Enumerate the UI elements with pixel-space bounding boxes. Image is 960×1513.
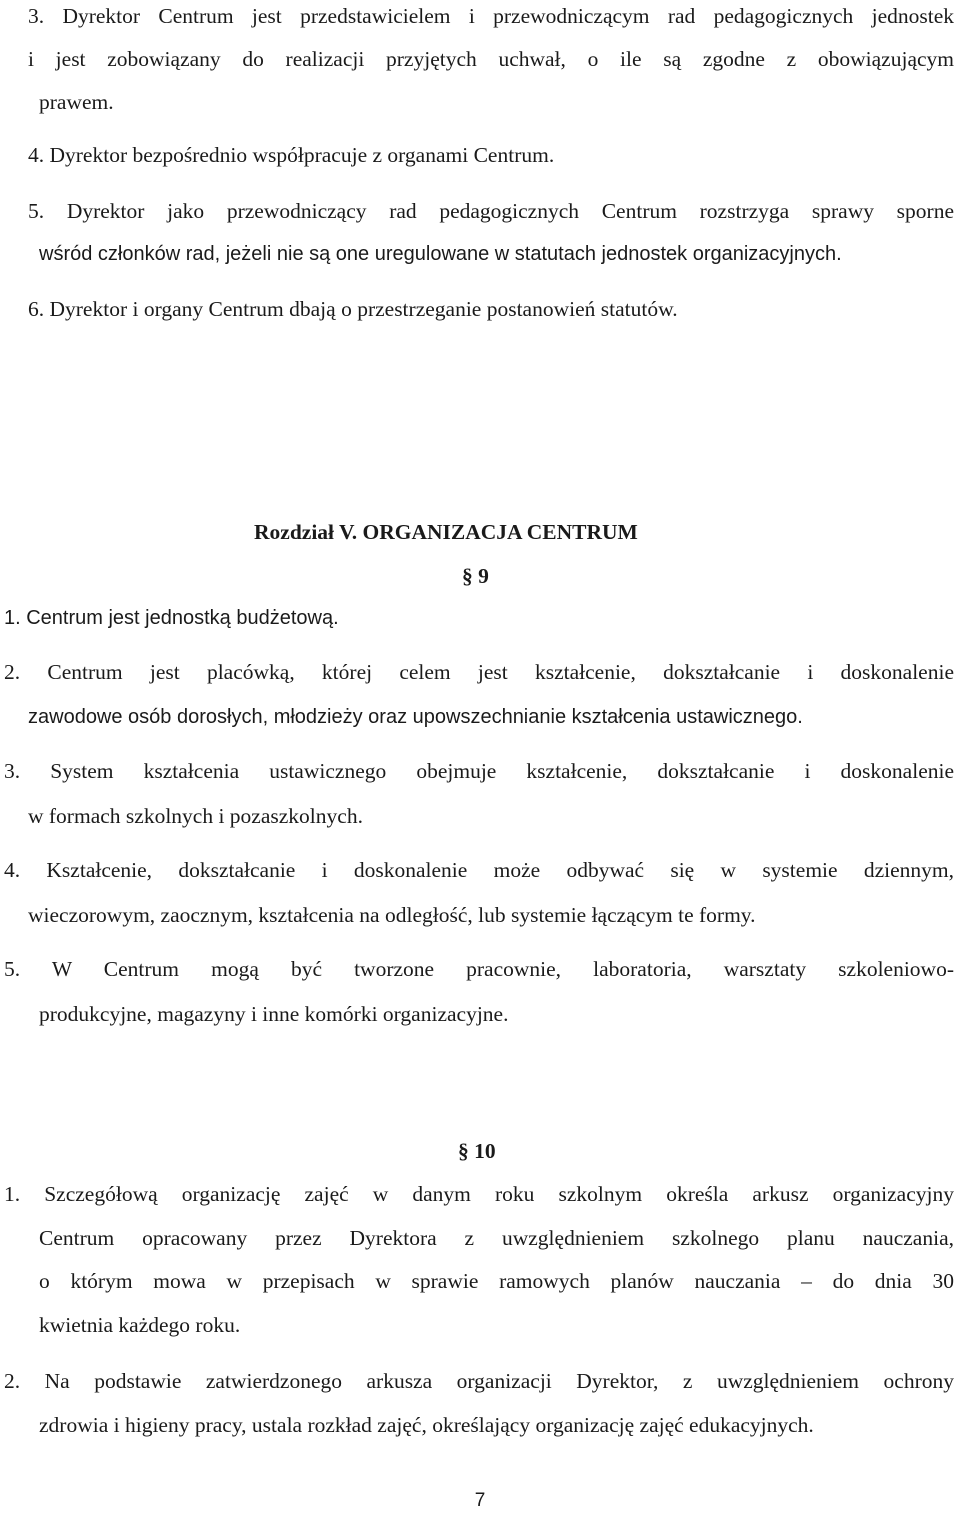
paragraph-line: 2. Centrum jest placówką, której celem jest kształcenie, dokształcanie i doskonalenie (4, 660, 954, 684)
paragraph-line: zdrowia i higieny pracy, ustala rozkład zajęć, określający organizację zajęć edukacyjnych. (39, 1413, 814, 1437)
paragraph-line: 2. Na podstawie zatwierdzonego arkusza organizacji Dyrektor, z uwzględnieniem ochrony (4, 1369, 954, 1393)
page-number: 7 (474, 1490, 486, 1511)
paragraph-line: zawodowe osób dorosłych, młodzieży oraz upowszechnianie kształcenia ustawicznego. (28, 706, 803, 728)
paragraph-line: 1. Centrum jest jednostką budżetową. (4, 607, 339, 629)
section-mark-9: § 9 (462, 564, 489, 588)
paragraph-line: wśród członków rad, jeżeli nie są one uregulowane w statutach jednostek organizacyjnych. (39, 243, 842, 265)
paragraph-line: 1. Szczegółową organizację zajęć w danym roku szkolnym określa arkusz organizacyjny (4, 1182, 954, 1206)
paragraph-line: i jest zobowiązany do realizacji przyjętych uchwał, o ile są zgodne z obowiązującym (28, 47, 954, 71)
paragraph-line: 3. Dyrektor Centrum jest przedstawicielem i przewodniczącym rad pedagogicznych jednostek (28, 4, 954, 28)
paragraph-line: Centrum opracowany przez Dyrektora z uwzględnieniem szkolnego planu nauczania, (39, 1226, 954, 1250)
paragraph-line: prawem. (39, 90, 114, 114)
paragraph-line: 4. Dyrektor bezpośrednio współpracuje z organami Centrum. (28, 143, 555, 167)
paragraph-line: wieczorowym, zaocznym, kształcenia na odległość, lub systemie łączącym te formy. (28, 903, 756, 927)
paragraph-line: 5. W Centrum mogą być tworzone pracownie, laboratoria, warsztaty szkoleniowo- (4, 957, 954, 981)
paragraph-line: w formach szkolnych i pozaszkolnych. (28, 804, 363, 828)
chapter-heading: Rozdział V. ORGANIZACJA CENTRUM (254, 520, 638, 544)
paragraph-line: kwietnia każdego roku. (39, 1313, 241, 1337)
paragraph-line: o którym mowa w przepisach w sprawie ramowych planów nauczania – do dnia 30 (39, 1269, 954, 1293)
section-mark-10: § 10 (458, 1139, 496, 1163)
paragraph-line: 6. Dyrektor i organy Centrum dbają o przestrzeganie postanowień statutów. (28, 297, 678, 321)
paragraph-line: 3. System kształcenia ustawicznego obejmuje kształcenie, dokształcanie i doskonalenie (4, 759, 954, 783)
paragraph-line: 4. Kształcenie, dokształcanie i doskonalenie może odbywać się w systemie dziennym, (4, 858, 954, 882)
paragraph-line: 5. Dyrektor jako przewodniczący rad pedagogicznych Centrum rozstrzyga sprawy sporne (28, 199, 954, 223)
paragraph-line: produkcyjne, magazyny i inne komórki organizacyjne. (39, 1002, 509, 1026)
